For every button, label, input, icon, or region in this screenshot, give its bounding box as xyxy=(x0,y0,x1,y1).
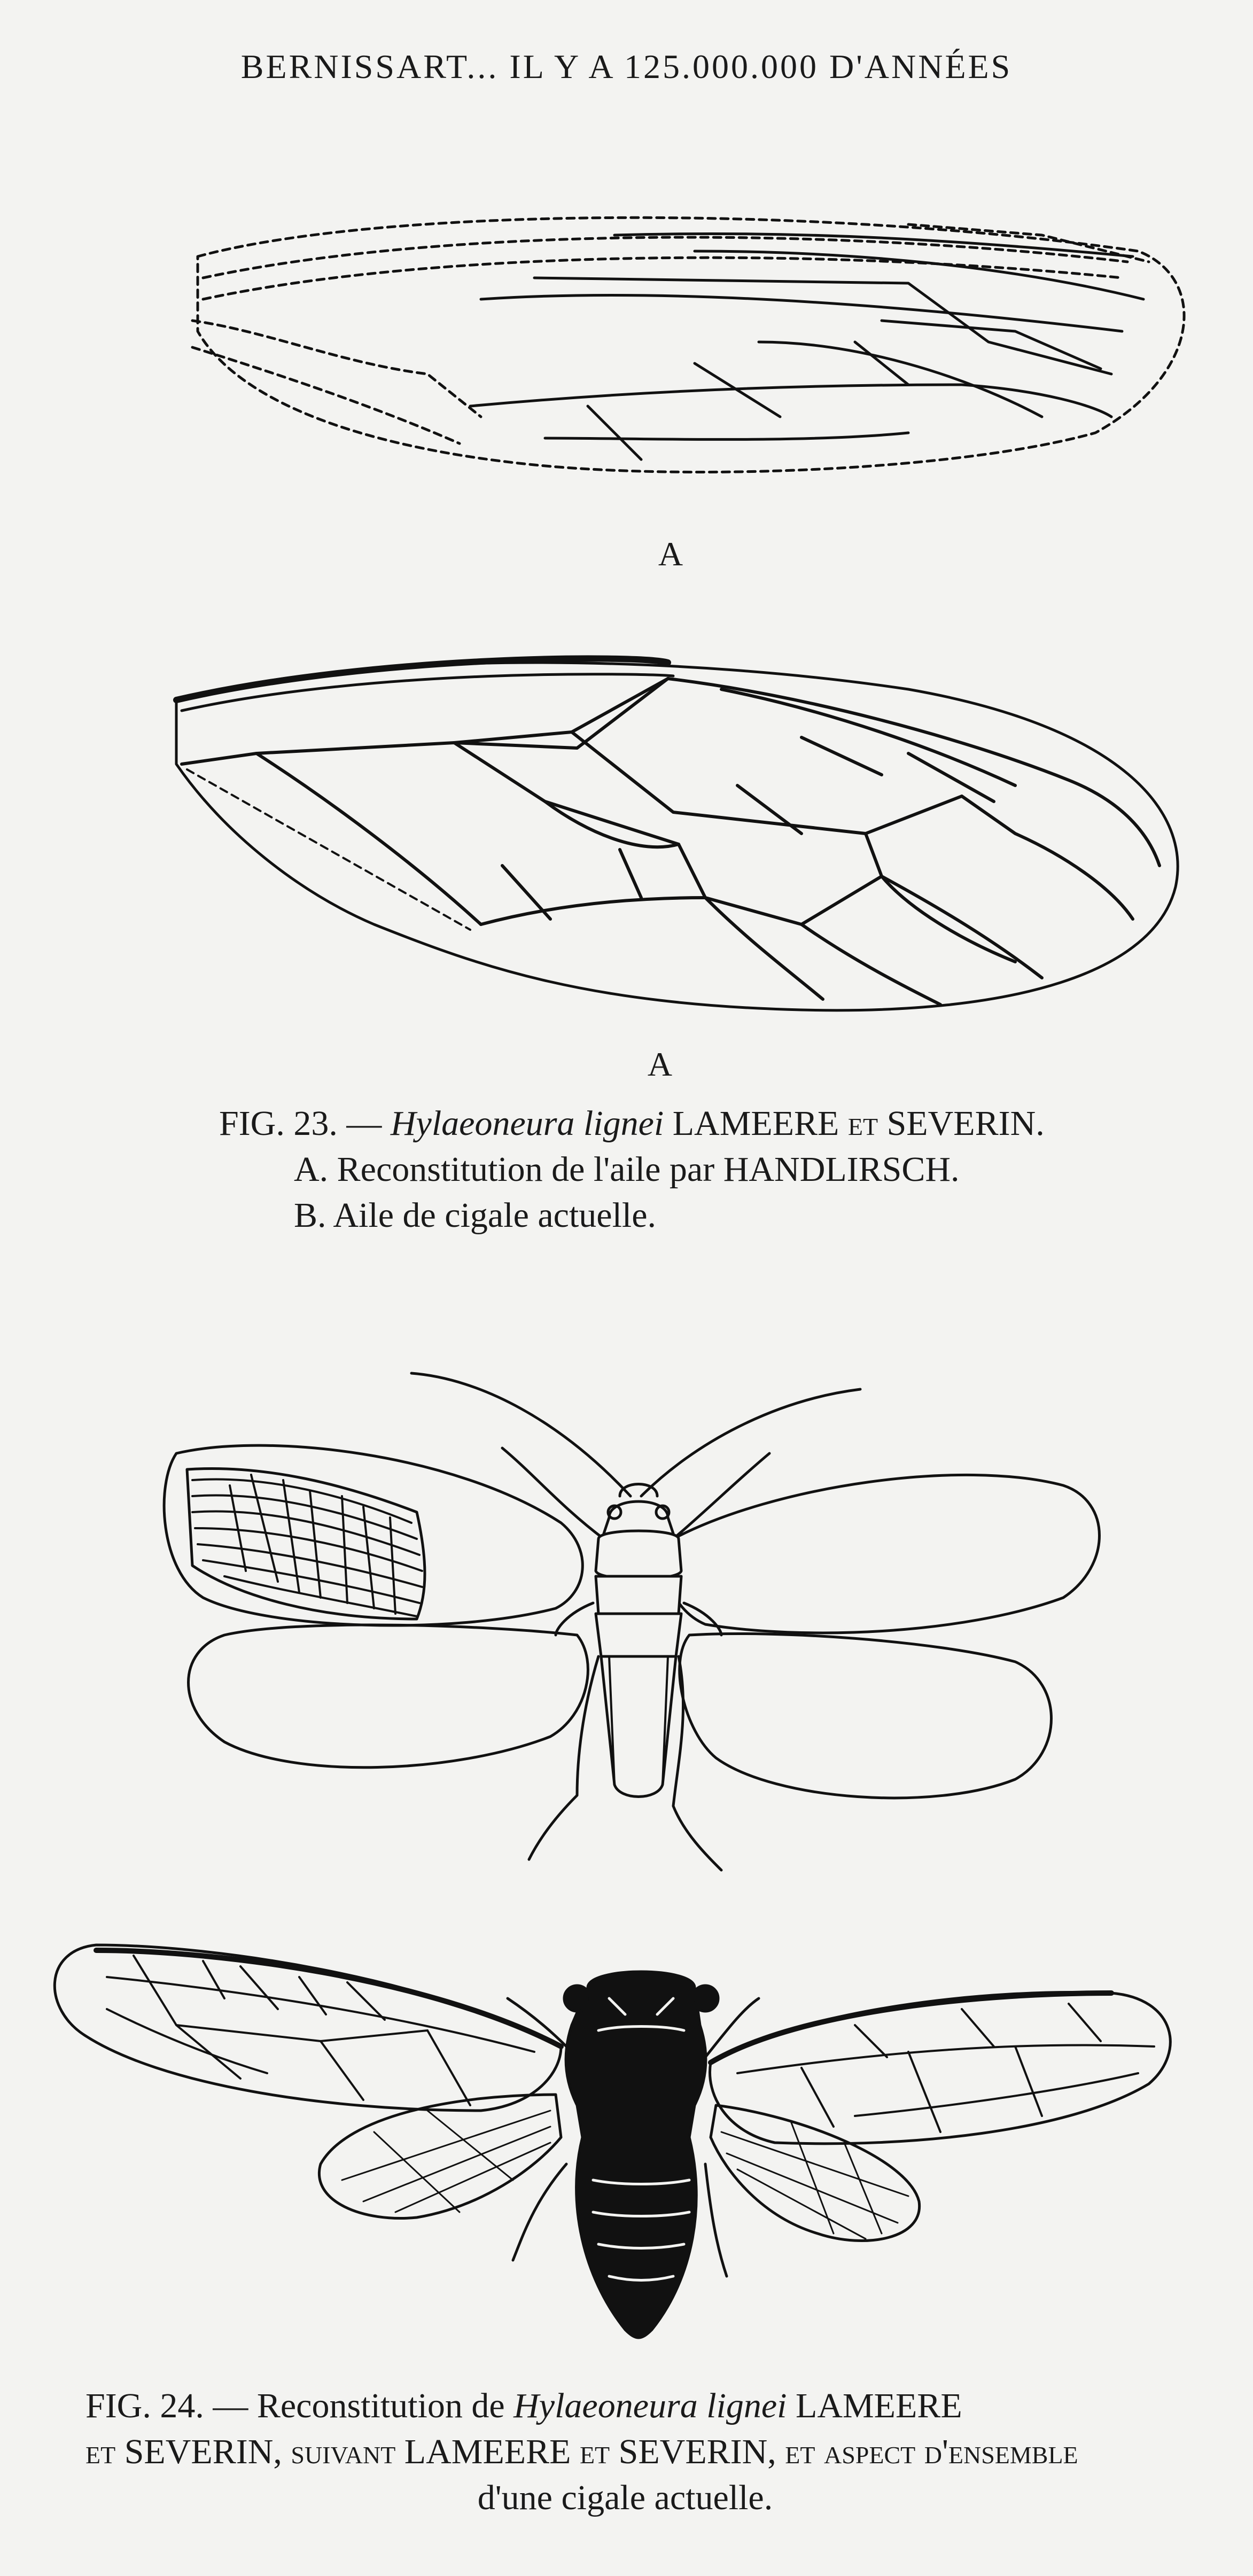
fig24-number: FIG. 24. xyxy=(85,2386,204,2425)
fig23-species: Hylaeoneura lignei xyxy=(390,1104,664,1143)
fig23-authors: LAMEERE et SEVERIN. xyxy=(672,1104,1045,1143)
fig23-cicada-wing xyxy=(176,658,1178,1010)
fig23-caption-line-b: B. Aile de cigale actuelle. xyxy=(294,1196,657,1235)
fig24-species: Hylaeoneura lignei xyxy=(513,2386,787,2425)
fig23-dash: — xyxy=(346,1104,382,1143)
fig23-wing-reconstruction xyxy=(192,217,1184,472)
fig23-caption xyxy=(219,1101,1127,1239)
fig23-caption-line1 xyxy=(219,1101,1127,1147)
fig24-reconstruction-drawing xyxy=(164,1373,1099,1870)
fig23-number: FIG. 23. xyxy=(219,1104,338,1143)
running-head: BERNISSART... IL Y A 125.000.000 D'ANNÉES xyxy=(240,48,1013,85)
fig24-authors1: LAMEERE xyxy=(796,2386,962,2425)
fig24-caption xyxy=(85,2383,1165,2521)
fig23-label-b: A xyxy=(647,1045,673,1083)
fig24-modern-cicada xyxy=(55,1945,1170,2338)
fig23-label-a: A xyxy=(658,535,683,573)
fig24-caption-line3: d'une cigale actuelle. xyxy=(477,2478,773,2517)
fig24-caption-line1 xyxy=(85,2383,1165,2429)
fig24-dash: — xyxy=(213,2386,248,2425)
fig24-caption-line2: et SEVERIN, suivant LAMEERE et SEVERIN, et aspect d'ensemble xyxy=(85,2432,1078,2471)
fig24-text1: Reconstitution de xyxy=(256,2386,505,2425)
fig23-caption-line-a: A. Reconstitution de l'aile par HANDLIRSCH. xyxy=(294,1150,960,1189)
